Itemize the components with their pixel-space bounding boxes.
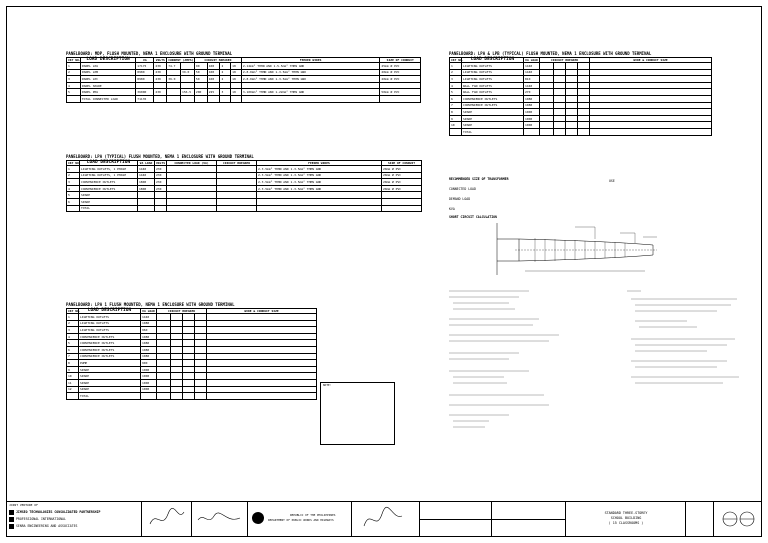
mdp-row: 2 <box>67 69 81 76</box>
lpab-row: 5 <box>450 89 462 96</box>
mdp-b <box>181 63 195 70</box>
lpa-row: 2 <box>67 172 80 179</box>
lpab-row: 8 <box>450 109 462 116</box>
mdp-v: 230 <box>154 76 167 83</box>
hdr-ckt: CKT NO. <box>68 161 81 165</box>
signature-cell-2 <box>191 502 247 537</box>
lpab-va: 1000 <box>524 122 540 129</box>
mdp-c: 18 <box>231 89 242 96</box>
lpab-va: 1440 <box>524 63 540 70</box>
lpa1-total-label: TOTAL <box>79 393 141 400</box>
agency-line-1: REPUBLIC OF THE PHILIPPINES <box>290 513 336 517</box>
mdp-p: 3 <box>220 89 231 96</box>
lpa-wire: 2-3.5mm² THHN AND 1-3.5mm² THHN GND <box>257 185 382 192</box>
lpab-schedule-title: PANELBOARD: LPA & LPB (TYPICAL) FLUSH MOUNTED, NEMA 1 ENCLOSURE WITH GROUND TERMINAL <box>449 51 652 56</box>
notes-right <box>627 285 757 425</box>
hdr-conduit: SIZE OF CONDUIT <box>382 161 422 166</box>
hdr-load-desc: LOAD DESCRIPTION <box>80 161 138 166</box>
lpa1-row: 8 <box>67 360 79 367</box>
lpa-va: 1440 <box>138 166 155 173</box>
mdp-af: 100 <box>207 63 220 70</box>
lpab-row: 2 <box>450 69 462 76</box>
mdp-a: 74.7 <box>167 63 181 70</box>
mdp-desc: PANEL PPA <box>80 89 135 96</box>
general-note-box <box>320 382 395 445</box>
lpa1-va: 1080 <box>141 346 157 353</box>
lpab-desc: SPARE <box>462 115 524 122</box>
lpab-desc: SPARE <box>462 109 524 116</box>
mdp-wire: 2-14mm² THHN AND 1-5.5mm² THHN GND <box>241 63 380 70</box>
demand-load-label: DEMAND LOAD <box>449 197 471 201</box>
lpa-schedule-table <box>66 160 422 212</box>
mdp-p: 2 <box>220 63 231 70</box>
lpa-schedule-title: PANELBOARD: LPA (TYPICAL) FLUSH MOUNTED, NEMA 1 ENCLOSURE WITH GROUND TERMINAL <box>66 154 254 159</box>
lpab-va: 1000 <box>524 115 540 122</box>
lpa1-va: 900 <box>141 360 157 367</box>
mdp-af: 225 <box>207 89 220 96</box>
hdr-cb: CIRCUIT BREAKER <box>194 58 241 63</box>
mdp-v: 230 <box>154 63 167 70</box>
calc-text-lines <box>449 285 579 445</box>
mdp-a <box>167 69 181 76</box>
lpab-row: 7 <box>450 102 462 109</box>
mdp-cond: 25mm Ø PVC <box>380 63 421 70</box>
project-title-3: ( 15 CLASSROOMS ) <box>608 521 644 525</box>
lpa1-va: 1000 <box>141 373 157 380</box>
mdp-v: 230 <box>154 89 167 96</box>
signature-cell-1 <box>141 502 191 537</box>
lpab-desc: WALL FAN OUTLETS <box>462 89 524 96</box>
lpa1-desc: LIGHTING OUTLETS <box>79 327 141 334</box>
lpa1-desc: SPARE <box>79 366 141 373</box>
hdr-load-desc: LOAD DESCRIPTION <box>79 309 141 314</box>
lpa-v: 230 <box>155 179 167 186</box>
hdr-cb: CIRCUIT BREAKER <box>540 58 590 63</box>
firm-1: JIMSEO TECHNOLOGIES CONSOLIDATED PARTNERSHIP <box>16 510 101 514</box>
lpa1-desc: CONVENIENCE OUTLETS <box>79 340 141 347</box>
lpa-desc: SPARE <box>80 192 138 199</box>
lpa1-row: 3 <box>67 327 79 334</box>
lpa1-desc: SPARE <box>79 373 141 380</box>
hdr-feeder: FEEDER WIRES <box>257 161 382 166</box>
hdr-load-desc: LOAD DESCRIPTION <box>462 58 524 63</box>
mdp-at: 200 <box>194 89 207 96</box>
hdr-connected: CONNECTED LOAD (VA) <box>167 161 217 166</box>
lpa1-va: 1080 <box>141 333 157 340</box>
lpa-row: 5 <box>67 192 80 199</box>
lpab-va: 1440 <box>524 69 540 76</box>
lpa-v: 230 <box>155 166 167 173</box>
lpa1-va: 960 <box>141 327 157 334</box>
lpa-row: 4 <box>67 185 80 192</box>
lpa1-row: 1 <box>67 314 79 321</box>
sheet-info-cell <box>685 502 713 537</box>
lpa1-row: 10 <box>67 373 79 380</box>
hdr-va: VA LOAD <box>525 58 538 62</box>
lpa-cond: 20mm Ø PVC <box>382 166 422 173</box>
lpa1-row: 12 <box>67 386 79 393</box>
lpab-row: 10 <box>450 122 462 129</box>
mdp-b <box>181 76 195 83</box>
agency-line-2: DEPARTMENT OF PUBLIC WORKS AND HIGHWAYS <box>268 518 334 522</box>
mdp-cond: 50mm Ø PVC <box>380 89 421 96</box>
lpab-va: 1440 <box>524 82 540 89</box>
lpa1-desc: LIGHTING OUTLETS <box>79 320 141 327</box>
hdr-current: CURRENT (AMPS) <box>168 58 194 62</box>
lpab-row: 4 <box>450 82 462 89</box>
lpa1-desc: CONVENIENCE OUTLETS <box>79 353 141 360</box>
lpab-row: 3 <box>450 76 462 83</box>
lpa1-schedule-title: PANELBOARD: LPA 1 FLUSH MOUNTED, NEMA 1 ENCLOSURE WITH GROUND TERMINAL <box>66 302 235 307</box>
hdr-ckt: CKT NO. <box>68 58 81 62</box>
lpab-desc: WALL FAN OUTLETS <box>462 82 524 89</box>
lpa-wire: 2-3.5mm² THHN AND 1-3.5mm² THHN GND <box>257 172 382 179</box>
mdp-va: 36000 <box>136 89 154 96</box>
lpab-desc: CONVENIENCE OUTLETS <box>462 102 524 109</box>
mdp-va: 17175 <box>136 63 154 70</box>
lpab-va: 810 <box>524 76 540 83</box>
signature-cell-3 <box>351 502 419 537</box>
lpab-row: 1 <box>450 63 462 70</box>
lpa-desc: CONVENIENCE OUTLETS <box>80 179 138 186</box>
firm-cell <box>7 502 141 537</box>
lpab-desc: SPARE <box>462 122 524 129</box>
mdp-row: 5 <box>67 89 81 96</box>
mdp-b: 156.5 <box>181 89 195 96</box>
drawing-sheet <box>6 6 762 537</box>
mdp-b: 39.0 <box>181 69 195 76</box>
signature-1 <box>142 502 192 537</box>
lpa1-row: 5 <box>67 340 79 347</box>
mdp-desc: PANEL LPB <box>80 69 135 76</box>
lpa1-desc: PUMP <box>79 360 141 367</box>
mdp-v: 230 <box>154 69 167 76</box>
mdp-p: 2 <box>220 76 231 83</box>
lpa1-row: 6 <box>67 346 79 353</box>
lpa-v: 230 <box>155 172 167 179</box>
short-circuit-diagram <box>485 219 675 281</box>
mdp-va: 8980 <box>136 69 154 76</box>
lpab-va: 1080 <box>524 95 540 102</box>
drawing-symbol-icon <box>714 502 762 537</box>
transformer-title: RECOMMENDED SIZE OF TRANSFORMER <box>449 177 509 181</box>
mdp-af: 100 <box>207 76 220 83</box>
blank-cell-1 <box>419 502 491 537</box>
lpab-row: 6 <box>450 95 462 102</box>
joint-venture-label: JOINT VENTURE OF <box>9 503 38 507</box>
hdr-volts: VOLTS <box>156 161 166 165</box>
mdp-a <box>167 89 181 96</box>
firm-logo-2 <box>9 517 14 522</box>
lpab-va: 270 <box>524 89 540 96</box>
mdp-wire: 2-8.0mm² THHN AND 1-3.5mm² THHN GND <box>241 69 380 76</box>
mdp-schedule-title: PANELBOARD: MDP, FLUSH MOUNTED, NEMA 1 ENCLOSURE WITH GROUND TERMINAL <box>66 51 233 56</box>
lpa-va: 1800 <box>138 179 155 186</box>
lpa1-row: 2 <box>67 320 79 327</box>
lpab-total-label: TOTAL <box>462 128 524 135</box>
firm-2: PROFESSIONAL INTERNATIONAL <box>16 517 66 521</box>
lpa-wire: 2-3.5mm² THHN AND 1-3.5mm² THHN GND <box>257 179 382 186</box>
lpa1-row: 9 <box>67 366 79 373</box>
mdp-row: 1 <box>67 63 81 70</box>
agency-cell <box>247 502 351 537</box>
hdr-connected: VA <box>136 58 154 63</box>
lpa1-va: 1080 <box>141 340 157 347</box>
hdr-conduit: SIZE OF CONDUIT <box>380 58 421 63</box>
notes-right-lines <box>627 285 757 425</box>
mdp-schedule-table <box>66 57 421 103</box>
mdp-c: 18 <box>231 63 242 70</box>
mdp-desc: PANEL LPA <box>80 63 135 70</box>
hdr-ckt: CKT NO. <box>451 58 464 62</box>
lpab-schedule-table <box>449 57 712 136</box>
title-block <box>7 501 761 537</box>
north-symbol-cell <box>713 502 761 537</box>
lpa1-row: 4 <box>67 333 79 340</box>
lpa-row: 3 <box>67 179 80 186</box>
signature-2 <box>192 502 248 537</box>
mdp-at: 90 <box>194 63 207 70</box>
project-title-2: SCHOOL BUILDING <box>610 516 642 520</box>
mdp-va: 8980 <box>136 76 154 83</box>
lpa1-desc: SPARE <box>79 379 141 386</box>
mdp-row: 3 <box>67 76 81 83</box>
lpab-desc: CONVENIENCE OUTLETS <box>462 95 524 102</box>
connected-load-label: CONNECTED LOAD <box>449 187 476 191</box>
lpa-va: 1440 <box>138 172 155 179</box>
mdp-af: 100 <box>207 69 220 76</box>
lpa-desc: LIGHTING OUTLETS, 1 PHASE <box>80 166 138 173</box>
mdp-wire: 3-100mm² THHN AND 1-22mm² THHN GND <box>241 89 380 96</box>
hdr-load-desc: LOAD DESCRIPTION <box>80 58 135 63</box>
use-label: USE <box>609 179 615 183</box>
firm-logo-1 <box>9 510 14 515</box>
lpab-va: 1000 <box>524 109 540 116</box>
lpab-desc: LIGHTING OUTLETS <box>462 76 524 83</box>
hdr-ckt: CKT NO. <box>68 309 81 313</box>
mdp-desc: PANEL SPARE <box>80 82 135 89</box>
mdp-at: 50 <box>194 69 207 76</box>
lpa-desc: CONVENIENCE OUTLETS <box>80 185 138 192</box>
fault-current-calc <box>449 285 579 445</box>
lpa-row: 6 <box>67 198 80 205</box>
lpa1-desc: LIGHTING OUTLETS <box>79 314 141 321</box>
lpa1-schedule-table <box>66 308 317 400</box>
lpa1-desc: SPARE <box>79 386 141 393</box>
project-title-1: STANDARD THREE-STOREY <box>604 511 648 515</box>
mdp-row: 4 <box>67 82 81 89</box>
project-cell <box>565 502 685 537</box>
lpa1-va: 1080 <box>141 320 157 327</box>
lpa-va: 1800 <box>138 185 155 192</box>
lpa-cond: 20mm Ø PVC <box>382 185 422 192</box>
mdp-c: 18 <box>231 69 242 76</box>
kva-label: KVA <box>449 207 455 211</box>
mdp-cond: 20mm Ø PVC <box>380 69 421 76</box>
hdr-wire-conduit: WIRE & CONDUIT SIZE <box>590 58 712 63</box>
mdp-a: 39.0 <box>167 76 181 83</box>
hdr-va: VA LOAD <box>142 309 155 313</box>
lpa1-va: 1000 <box>141 386 157 393</box>
lpa-row: 1 <box>67 166 80 173</box>
dpwh-seal-icon <box>252 512 264 524</box>
lpa1-desc: CONVENIENCE OUTLETS <box>79 333 141 340</box>
lpab-row: 9 <box>450 115 462 122</box>
lpab-desc: LIGHTING OUTLETS <box>462 69 524 76</box>
mdp-desc: PANEL LPC <box>80 76 135 83</box>
lpa1-va: 1080 <box>141 353 157 360</box>
hdr-cb: CIRCUIT BREAKER <box>157 309 207 314</box>
lpab-va: 1080 <box>524 102 540 109</box>
hdr-volts: VOLTS <box>155 58 165 62</box>
lpa-cond: 20mm Ø PVC <box>382 172 422 179</box>
short-circuit-title: SHORT CIRCUIT CALCULATION <box>449 215 497 219</box>
lpa-cond: 20mm Ø PVC <box>382 179 422 186</box>
mdp-total-va: 71135 <box>136 95 154 102</box>
firm-logo-3 <box>9 524 14 529</box>
note-label: NOTE: <box>323 383 332 387</box>
hdr-wire-conduit: WIRE & CONDUIT SIZE <box>207 309 317 314</box>
mdp-at: 50 <box>194 76 207 83</box>
mdp-total-label: TOTAL CONNECTED LOAD <box>80 95 135 102</box>
lpa1-va: 1440 <box>141 314 157 321</box>
lpa1-desc: CONVENIENCE OUTLETS <box>79 346 141 353</box>
blank-cell-2 <box>491 502 565 537</box>
lpa-desc: LIGHTING OUTLETS, 1 PHASE <box>80 172 138 179</box>
hdr-cb: CIRCUIT BREAKER <box>217 161 257 166</box>
mdp-wire: 2-8.0mm² THHN AND 1-3.5mm² THHN GND <box>241 76 380 83</box>
lpa1-va: 1000 <box>141 379 157 386</box>
lpa1-va: 1000 <box>141 366 157 373</box>
signature-3 <box>352 502 420 537</box>
mdp-cond: 20mm Ø PVC <box>380 76 421 83</box>
lpa1-row: 11 <box>67 379 79 386</box>
firm-3: SENRA ENGINEERING AND ASSOCIATES <box>16 524 78 528</box>
lpa-total-label: TOTAL <box>80 205 138 212</box>
mdp-p: 2 <box>220 69 231 76</box>
lpa-wire: 2-3.5mm² THHN AND 1-3.5mm² THHN GND <box>257 166 382 173</box>
hdr-va: VA LOAD <box>138 161 155 166</box>
lpa-desc: SPARE <box>80 198 138 205</box>
lpab-desc: LIGHTING OUTLETS <box>462 63 524 70</box>
lpa1-row: 7 <box>67 353 79 360</box>
mdp-c: 18 <box>231 76 242 83</box>
hdr-feeder: FEEDER WIRES <box>241 58 380 63</box>
lpa-v: 230 <box>155 185 167 192</box>
